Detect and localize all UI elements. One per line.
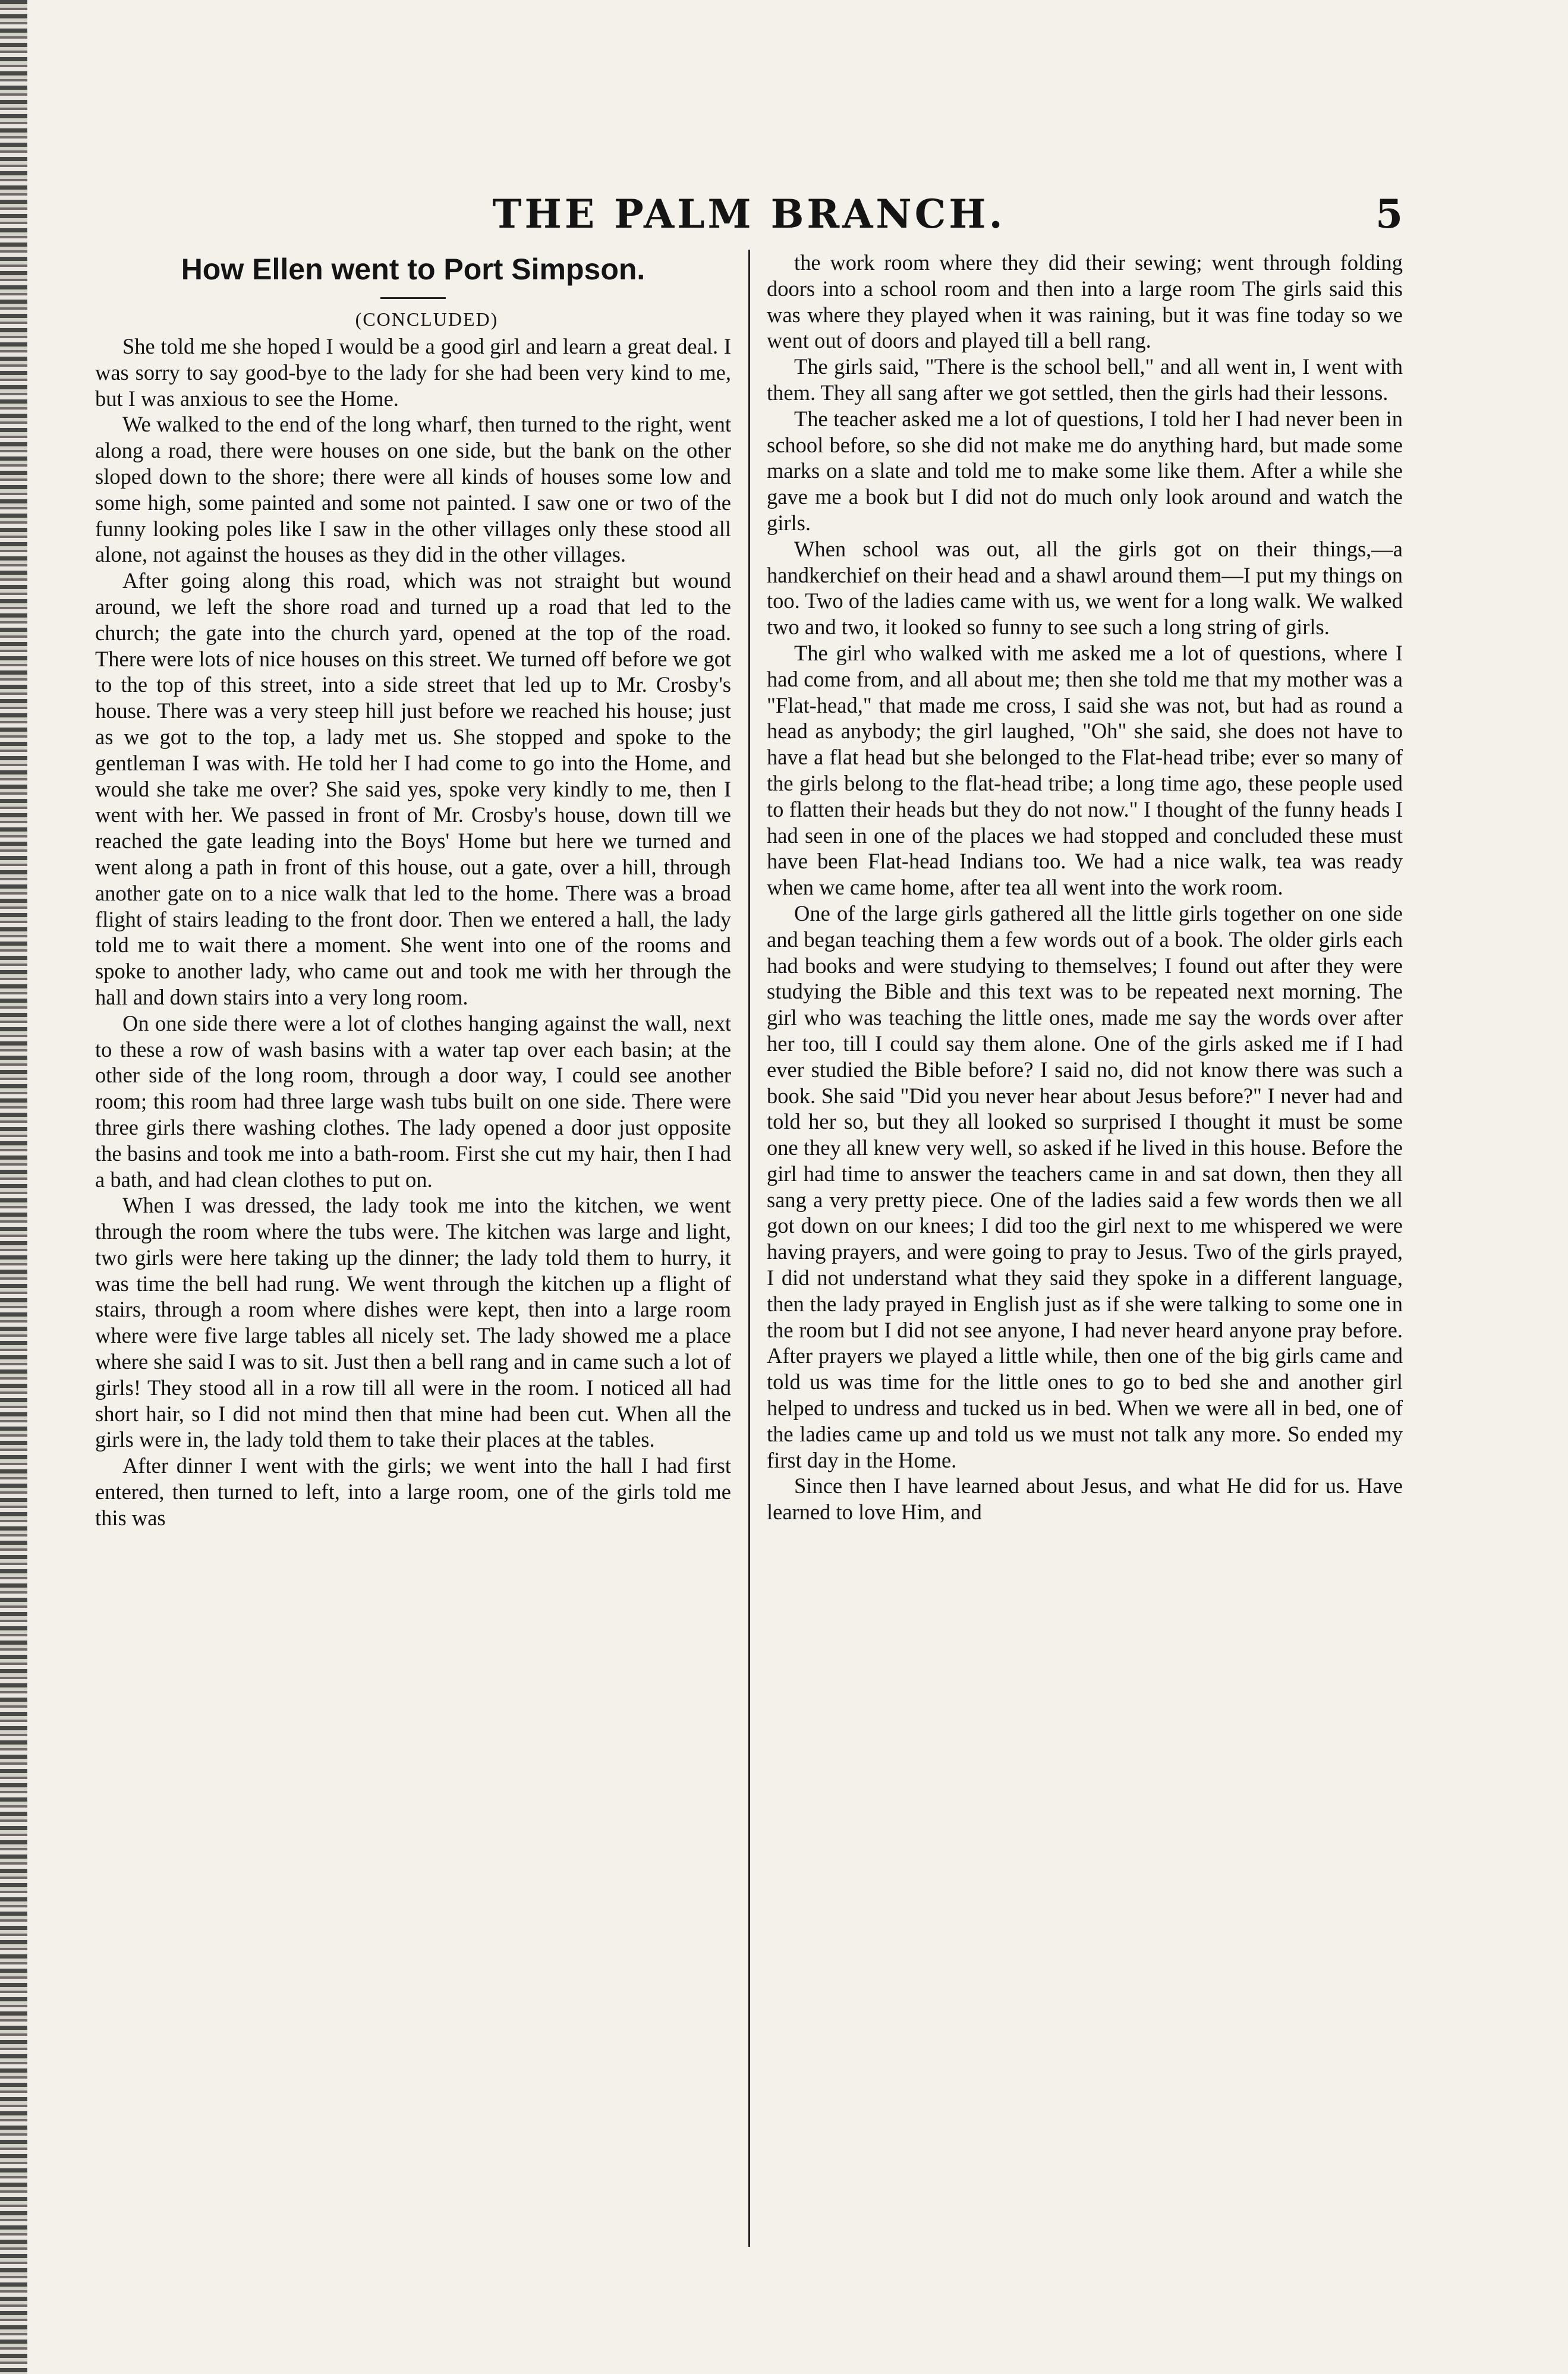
article-paragraph: On one side there were a lot of clothes hanging against the wall, next to these a row of wash basins with a water tap over each basin; at the other side of the long room, through a door way, I could see another room; this room had three large wash tubs built on one side. There were three girls there washing clothes. The lady opened a door just opposite the basins and took me into a bath-room. First she cut my hair, then I had a bath, and had clean clothes to put on. [95, 1010, 731, 1192]
page-number: 5 [1375, 191, 1403, 237]
page-binding-edge [0, 0, 27, 2374]
newspaper-page [95, 190, 1403, 2259]
article-paragraph: When I was dressed, the lady took me into the kitchen, we went through the room where the tubs were. The kitchen was large and light, two girls were here taking up the dinner; the lady told them to hurry, it was time the bell had rung. We went through the kitchen up a flight of stairs, through a room where dishes were kept, then into a large room where were five large tables all nicely set. The lady showed me a place where she said I was to sit. Just then a bell rang and in came such a lot of girls! They stood all in a row till all were in the room. I noticed all had short hair, so I did not mind then that mine had been cut. When all the girls were in, the lady told them to take their places at the tables. [95, 1193, 731, 1452]
right-column [767, 250, 1403, 2259]
left-column-body [95, 333, 731, 1531]
article-paragraph: The girls said, "There is the school bell," and all went in, I went with them. They all sang after we got settled, then the girls had their lessons. [767, 354, 1403, 405]
article-subtitle: (CONCLUDED) [355, 308, 499, 330]
publication-title: THE PALM BRANCH. [492, 191, 1006, 237]
right-column-body [767, 250, 1403, 1525]
article-paragraph: She told me she hoped I would be a good girl and learn a great deal. I was sorry to say good-bye to the lady for she had been very kind to me, but I was anxious to see the Home. [95, 334, 731, 411]
article-paragraph: The teacher asked me a lot of questions, I told her I had never been in school before, so she did not make me do anything hard, but made some marks on a slate and told me to make some like them. After a while she gave me a book but I did not do much only look around and watch the girls. [767, 406, 1403, 535]
article-paragraph: The girl who walked with me asked me a lot of questions, where I had come from, and all about me; then she told me that my mother was a "Flat-head," that made me cross, I said she was not, but had as round a head as anybody; the girl laughed, "Oh" she said, she does not have to have a flat head but she belonged to the Flat-head tribe; ever so many of the girls belong to the flat-head tribe; a long time ago, these people used to flatten their heads but they do not now." I thought of the funny heads I had seen in one of the places we had stopped and concluded these must have been Flat-head Indians too. We had a nice walk, tea was ready when we came home, after tea all went into the work room. [767, 640, 1403, 900]
article-paragraph: After dinner I went with the girls; we went into the hall I had first entered, then turned to left, into a large room, one of the girls told me this was [95, 1453, 731, 1530]
article-paragraph: When school was out, all the girls got on their things,—a handkerchief on their head and a shawl around them—I put my things on too. Two of the ladies came with us, we went for a long walk. We walked two and two, it looked so funny to see such a long string of girls. [767, 536, 1403, 640]
article-title: How Ellen went to Port Simpson. [181, 253, 646, 286]
article-paragraph: the work room where they did their sewing; went through folding doors into a school room and then into a large room The girls said this was where they played when it was raining, but it was fine today so we went out of doors and played till a bell rang. [767, 250, 1403, 353]
article-paragraph: One of the large girls gathered all the little girls together on one side and began teaching them a few words out of a book. The older girls each had books and were studying to themselves; I found out after they were studying the Bible and this text was to be repeated next morning. The girl who was teaching the little ones, made me say the words over after her too, till I could say them alone. One of the girls asked me if I had ever studied the Bible before? I said no, did not know there was such a book. She said "Did you never hear about Jesus before?" I never had and told her so, but they all looked so surprised I thought it must be some one they all knew very well, so asked if he lived in this house. Before the girl had time to answer the teachers came in and sat down, then they all sang a very pretty piece. One of the ladies said a few words then we all got down on our knees; I did too the girl next to me whispered we were having prayers, and were going to pray to Jesus. Two of the girls prayed, I did not understand what they said they spoke in a different language, then the lady prayed in English just as if she were talking to some one in the room but I did not see anyone, I had never heard anyone pray before. After prayers we played a little while, then one of the big girls came and told us was time for the little ones to go to bed she and another girl helped to undress and tucked us in bed. When we were all in bed, one of the ladies came up and told us we must not talk any more. So ended my first day in the Home. [767, 901, 1403, 1472]
article-paragraph: Since then I have learned about Jesus, and what He did for us. Have learned to love Him, and [767, 1473, 1403, 1525]
title-rule [380, 297, 446, 299]
article-paragraph: We walked to the end of the long wharf, then turned to the right, went along a road, there were houses on one side, but the bank on the other sloped down to the shore; there were all kinds of houses some low and some high, some painted and some not painted. I saw one or two of the funny looking poles like I saw in the other villages only these stood all alone, not against the houses as they did in the other villages. [95, 412, 731, 567]
article-paragraph: After going along this road, which was not straight but wound around, we left the shore road and turned up a road that led to the church; the gate into the church yard, opened at the top of the road. There were lots of nice houses on this street. We turned off before we got to the top of this street, into a side street that led up to Mr. Crosby's house. There was a very steep hill just before we reached his house; just as we got to the top, a lady met us. She stopped and spoke to the gentleman I was with. He told her I had come to go into the Home, and would she take me over? She said yes, spoke very kindly to me, then I went with her. We passed in front of Mr. Crosby's house, down till we reached the gate leading into the Boys' Home but here we turned and went along a path in front of this house, out a gate, over a hill, through another gate on to a nice walk that led to the home. There was a broad flight of stairs leading to the front door. Then we entered a hall, the lady told me to wait there a moment. She went into one of the rooms and spoke to another lady, who came out and took me with her through the hall and down stairs into a very long room. [95, 568, 731, 1009]
running-head [95, 190, 1403, 238]
left-column [95, 250, 731, 2259]
column-divider [748, 250, 750, 2247]
